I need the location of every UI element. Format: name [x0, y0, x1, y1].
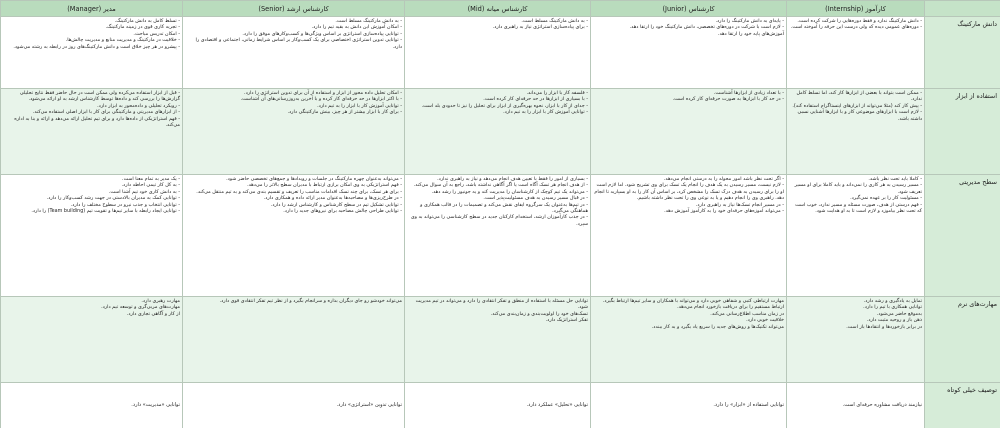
cell-text-line: - لازم است با ابزارهای موضوعی کار و با ابزارها آشنایی نسبی داشته باشد. [797, 109, 922, 122]
cell-text-line: به‌موقع حاضر می‌شود. [876, 310, 922, 317]
cell-text-line: توانایی همکاری با تیم را دارد. [863, 304, 922, 311]
cell-junior [591, 175, 787, 297]
cell-manager [1, 175, 183, 297]
cell-text-line: - توانایی پیاده‌سازی استراتژی بر اساس ویژگی‌ها و کسب‌وکارهای موفق را دارد. [242, 30, 402, 37]
cell-text-line: - جدای از کار با ابزار، نحوه بهره‌گیری از ابزار برای تحلیل را نیز تا حدودی بلد است. [421, 102, 588, 109]
cell-junior [591, 297, 787, 383]
cell-text-line: - به دانش مارکتینگ مسلط است. [521, 18, 588, 24]
cell-mid [405, 297, 591, 383]
cell-text-line: - فهم استراتژیکی به وی امکان برازی ارتباط با مدیران سطح بالاتر را می‌دهد. [247, 182, 402, 189]
cell-text-line: - برای پیاده‌سازی استراتژی نیاز به راهبری دارد. [492, 24, 588, 31]
cell-text-line: - مسئولیت کار را بر عهده نمی‌گیرد. [850, 195, 922, 202]
cell-text-line: تمایل به یادگیری و رشد دارد. [863, 298, 922, 304]
cell-senior [183, 383, 405, 428]
cell-text-line: می‌تواند تکنیک‌ها و روش‌های جدید را سریع یاد بگیرد و به کار ببندد. [651, 323, 784, 330]
cell-text-line: - پیش کار کند (مثلا می‌تواند از ابزارهای اینستاگرام استفاده کند). [792, 102, 922, 109]
table-row [1, 89, 1000, 175]
table-row [1, 297, 1000, 383]
cell-internship [787, 89, 925, 175]
cell-text-line: - لازم نیست، مسیر رسیدن به یک هدف را انجام یک تسک برای وی تشریح شود. اما لازم است او را برای رسیدن به هدف درک تسک را مشخص کرد، بر اساس آن کار را به او بسپارید تا انجام دهد. راهبری وی را انجام دهیم و یا به نوعی وی را تحت نظر داشته باشیم. [594, 182, 784, 202]
header-row [1, 1, 1000, 17]
row-header: دانش مارکتینگ [925, 17, 1000, 89]
cell-text-line: مهارت ارتباطی کتبی و شفاهی خوبی دارد و می‌تواند با همکاران و سایر تیم‌ها ارتباط بگیرد. [602, 298, 784, 304]
cell-text-line: - توانایی آموزش کار با ابزار را به تیم دارد. [503, 109, 588, 116]
cell-text-line: - فلسفه کار با ابزار را می‌داند. [526, 90, 588, 96]
cell-text-line: ارتباط مستقیم را برای دریافت بازخورد انجام می‌دهد. [677, 304, 784, 311]
cell-text-line: - توانایی انتخاب و جذب نیرو در سطوح مختلف را دارد. [70, 201, 180, 208]
cell-text-line: - لازم است با شرکت در دوره‌های تخصصی، دانش مارکتینگ خود را ارتقا دهد. [629, 24, 784, 31]
cell-text-line: - برای کار با ابزار بیشتر از هر چیز، بینش مارکتینگی دارد. [287, 109, 402, 116]
cell-text-line: - امکان آموزش این دانش به بقیه تیم را دارد. [311, 24, 402, 31]
cell-text-line: - توانایی ایجاد رابطه با سایر تیم‌ها و تقویت تیم (Team building) را دارد. [31, 208, 180, 215]
cell-text-line: تفکر استراتژیک دارد. [545, 317, 588, 324]
cell-manager [1, 89, 183, 175]
cell-senior [183, 297, 405, 383]
table-row [1, 17, 1000, 89]
cell-text-line: از کار و آگاهی تجاری دارد. [126, 310, 180, 317]
cell-text-line: توانایی استفاده از «ابزار» را دارد. [713, 402, 784, 409]
header-manager: مدیر (Manager) [1, 1, 183, 17]
header-junior: کارشناس (Junior) [591, 1, 787, 17]
cell-text-line: - قبل از ابزار استفاده می‌کرده ولی ممکن است در حال حاضر فقط نتایج تحلیلی گزارش‌ها را بررسی کند و داده‌ها توسط کارشناس ارشد به او ارائه می‌شود. [19, 90, 180, 103]
cell-text-line: - مسیر رسیدن به هر کاری را نمی‌داند و باید کاملا برای او مسیر تعریف شود. [794, 182, 922, 195]
cell-text-line: نیازمند دریافت مشاوره حرفه‌ای است. [842, 402, 922, 409]
cell-text-line: - تسلط کامل به دانش مارکتینگ. [114, 18, 180, 24]
cell-text-line: - پایه‌ای به دانش مارکتینگ را دارد. [715, 18, 784, 24]
cell-text-line: - توانایی تشکیل تیم در سطح کارشناس و کارشناس ارشد را دارد. [270, 201, 402, 208]
cell-junior [591, 383, 787, 428]
cell-text-line: - توانایی تدوین استراتژی اختصاصی برای یک کسب‌وکار بر اساس شرایط زمانی، اجتماعی و اقتصادی را دارد. [195, 37, 402, 50]
cell-text-line: - یک مدیر به تمام معنا است. [122, 176, 180, 182]
cell-text-line: - در تیم‌ها به‌عنوان یک سرگروه ایفای نقش می‌کند و تصمیمات را در قالب همکاری و هماهنگی می‌گیرد. [420, 201, 588, 215]
cell-text-line: - می‌تواند به‌عنوان چهره مارکتینگ در جلسات و رویدادها و جمع‌های تخصصی حاضر شود. [226, 176, 402, 182]
cell-text-line: - اگر تحت نظر باشد امور محوله را به درستی انجام می‌دهد. [663, 176, 784, 182]
table-row [1, 175, 1000, 297]
cell-text-line: - با بسیاری از ابزارها در حد حرفه‌ای کار کرده است. [483, 96, 588, 103]
table-row [1, 383, 1000, 428]
cell-text-line: - کاملا باید تحت نظر باشد. [868, 176, 922, 182]
cell-text-line: مهارت رهبری دارد. [141, 298, 180, 304]
cell-text-line: - تجربه کاری قوی در زمینه مارکتینگ. [105, 24, 180, 31]
cell-text-line: - خلاقیت در مارکتینگ و مدیریت منابع و مدیریت چالش‌ها. [65, 37, 180, 44]
cell-text-line: - فهم درستی از هدف، صورت مسئله و مسیر ندارد، خوب است که تحت نظر بیاموزد و لازم است تا به او هدایت شود. [795, 201, 922, 215]
cell-mid [405, 17, 591, 89]
cell-text-line: - پیشرو در هر چیز خلاق است و دانش مارکتینگ‌های روز در رابطه به رشته می‌شود. [13, 43, 180, 50]
cell-text-line: - به دانش کاری خود تیم آشنا است. [108, 188, 180, 195]
cell-text-line: - به دانش مارکتینگ مسلط است. [335, 18, 402, 24]
cell-manager [1, 297, 183, 383]
cell-text-line: - برای هر تسک، برای چند تسک اقدامات مناسب را تعریف و تقسیم بندی می‌کند و به تیم منتقل می‌کند. [196, 188, 402, 195]
cell-text-line: توانایی حل مسئله با استفاده از منطق و تفکر انتقادی را دارد و می‌تواند در تیم مدیریت شود. [415, 298, 588, 311]
cell-text-line: - امکان تحلیل داده محور از ابزار و استفاده از آن برای تدوین استراتژی را دارد. [244, 90, 402, 96]
header-senior: کارشناس ارشد (Senior) [183, 1, 405, 17]
cell-mid [405, 175, 591, 297]
row-header: مهارت‌های نرم [925, 297, 1000, 383]
cell-text-line: در زمان مناسب اطلاع‌رسانی می‌کند. [710, 310, 784, 317]
cell-text-line: - در قبال مسیر رسیدن به هدف مسئولیت‌پذیر است. [483, 195, 588, 202]
cell-text-line: - به کل کار تیمی احاطه دارد. [121, 182, 180, 189]
cell-text-line: ذهن باز و روحیه مثبت دارد. [866, 317, 922, 324]
cell-senior [183, 89, 405, 175]
cell-mid [405, 383, 591, 428]
cell-internship [787, 17, 925, 89]
row-header: توصیف خیلی کوتاه [925, 383, 1000, 428]
cell-text-line: - در حد کار با ابزارها به صورت حرفه‌ای کار کرده است. [672, 96, 784, 103]
cell-text-line: - در طرح‌ریزی‌ها و مصاحبه‌ها به‌عنوان مدیر ارائه داده و همکاری دارد. [263, 195, 402, 202]
cell-junior [591, 89, 787, 175]
cell-text-line: - می‌تواند آموزه‌های حرفه‌ای خود را به کارآموز آموزش دهد. [664, 208, 784, 215]
header-internship: کارآموز (Internship) [787, 1, 925, 17]
cell-manager [1, 383, 183, 428]
cell-text-line: - در جذب کارآموزان ارشد، استخدام کارکنان جدید در سطح کارشناسی را می‌تواند به وی سپرد. [410, 214, 588, 227]
header-mid: کارشناس میانه (Mid) [405, 1, 591, 17]
cell-text-line: می‌تواند خودشو رو جای دیگران بذاره و سرانجام بگیرد و از نظر تیم تفکر انتقادی قوی دارد. [219, 298, 402, 304]
cell-text-line: - توانایی آموزش کار با ابزار را به تیم دارد. [317, 102, 402, 109]
cell-text-line: - می‌تواند یک تیم کوچک از کارشناسان را مدیریت کند و یه جونیور را رشد دهد. [431, 188, 588, 195]
cell-internship [787, 175, 925, 297]
cell-text-line: - ممکن است بتواند با بعضی از ابزارها کار کند، اما تسلط کامل ندارد. [796, 90, 922, 103]
cell-text-line: - فهم استراتژیکی از داده‌ها دارد و برای تیم تحلیل ارائه می‌دهد و ارائه و بنا به اداره می‌کند. [14, 115, 180, 129]
cell-text-line: - دانش مارکتینگ ندارد و فقط دوره‌هایی را شرکت کرده است. [797, 18, 922, 24]
cell-manager [1, 17, 183, 89]
cell-text-line: - بسیاری از امور را فقط با تعیین هدف انجام می‌دهد و نیاز به راهبری ندارد. [437, 176, 588, 182]
cell-text-line: - امکان تدریس مباحث. [133, 30, 180, 37]
cell-text-line: توانایی تدوین «استراتژی» دارد. [336, 402, 402, 409]
cell-text-line: - از هدف انجام هر تسک آگاه است یا اگر آگاهی نداشته باشد، راجع به آن سوال می‌کند. [413, 182, 588, 189]
cell-internship [787, 297, 925, 383]
cell-text-line: - دوره‌های عمومی دیده که ولی درست این حرفه را آموخته است. [790, 24, 922, 31]
cell-text-line: در برابر بازخوردها و انتقادها باز است. [846, 323, 922, 330]
cell-internship [787, 383, 925, 428]
cell-text-line: توانایی «تحلیل» عملکرد دارد. [526, 402, 588, 409]
cell-text-line: - توانایی کمک به مدیران بالادستی در جهت رشد کسب‌وکار را دارد. [46, 195, 180, 202]
cell-mid [405, 89, 591, 175]
row-header: استفاده از ابزار [925, 89, 1000, 175]
cell-text-line: مهارت‌های مربی‌گری و توسعه تیم دارد. [101, 304, 180, 311]
cell-text-line: - رویکرد تحلیلی و داده‌محور به ابزار دارد. [97, 102, 180, 109]
cell-senior [183, 175, 405, 297]
row-header: سطح مدیریتی [925, 175, 1000, 297]
cell-text-line: - در مسیر انجام تسک‌ها نیاز به راهبری دارد. [695, 201, 784, 208]
cell-senior [183, 17, 405, 89]
cell-junior [591, 17, 787, 89]
cell-text-line: - از ابزارهای مدیریتی و مارکتینگی برای کار با ابزار اصلی استفاده می‌کند. [32, 109, 180, 116]
corner-header [925, 1, 1000, 17]
cell-text-line: تسک‌های خود را اولویت‌بندی و زمان‌بندی می‌کند. [490, 310, 588, 317]
cell-text-line: - با تعداد زیادی از ابزارها آشناست. [713, 90, 784, 96]
cell-text-line: توانایی «مدیریت» دارد. [131, 402, 180, 409]
cell-text-line: - توانایی طراحی چالش مصاحبه برای نیروهای جدید را دارد. [283, 208, 402, 215]
cell-text-line: آموزش‌های پایه خود را ارتقا دهد. [717, 30, 784, 37]
cell-text-line: خلاقیت خوبی دارد. [746, 317, 784, 324]
cell-text-line: - با اکثر ابزارها در حد حرفه‌ای کار کرده و با آخرین به‌روزرسانی‌های آن آشناست. [240, 96, 402, 103]
